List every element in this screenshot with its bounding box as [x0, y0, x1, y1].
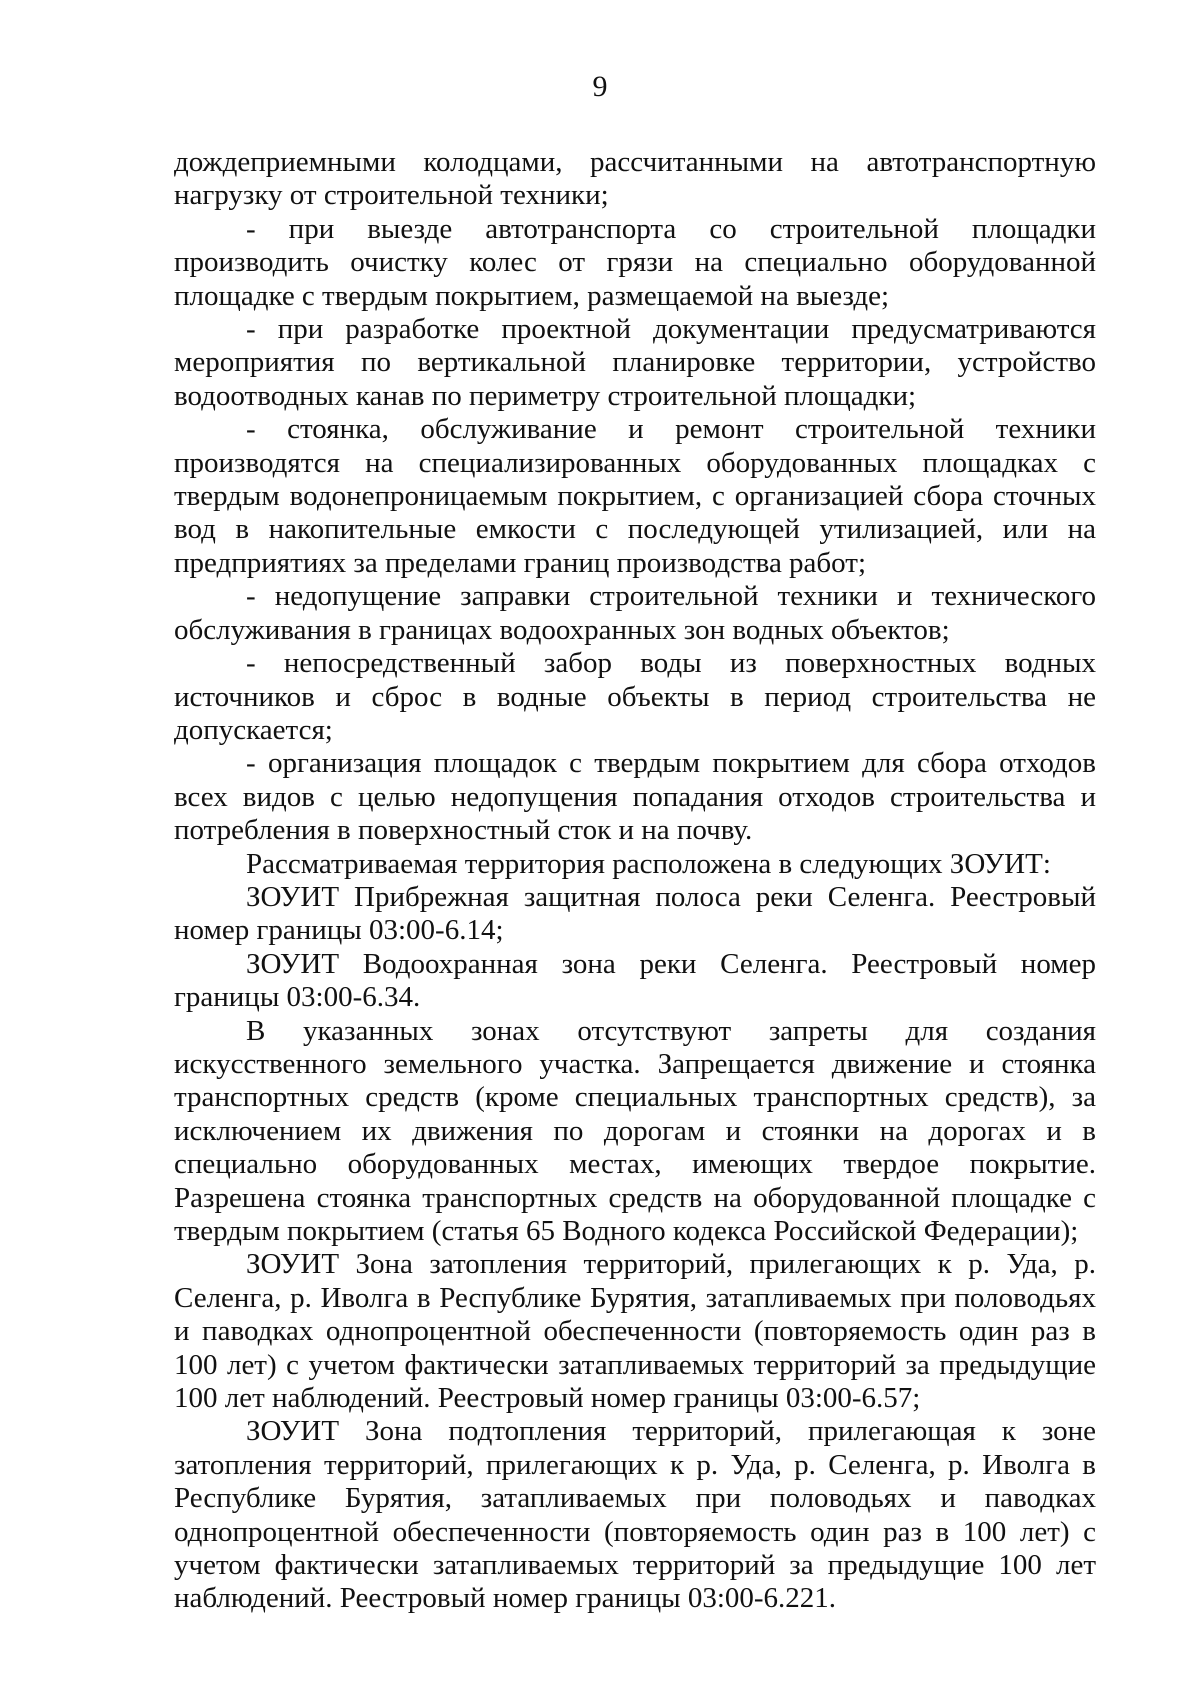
paragraph-13: ЗОУИТ Зона подтопления территорий, прилегающая к зоне затопления территорий, прилегающих к р. Уда, р. Селенга, р. Иволга в Республике Бурятия, затапливаемых при половодьях и паводках однопроцентной обеспеченности (повторяемость один раз в 100 лет) с учетом фактически затапливаемых территорий за предыдущие 100 лет наблюдений. Реестровый номер границы 03:00-6.221.: [174, 1415, 1096, 1615]
paragraph-6: - непосредственный забор воды из поверхностных водных источников и сброс в водные объекты в период строительства не допускается;: [174, 647, 1096, 746]
paragraph-5: - недопущение заправки строительной техники и технического обслуживания в границах водоохранных зон водных объектов;: [174, 580, 1096, 646]
paragraph-4: - стоянка, обслуживание и ремонт строительной техники производятся на специализированных оборудованных площадках с твердым водонепроницаемым покрытием, с организацией сбора сточных вод в накопительные емкости с последующей утилизацией, или на предприятиях за пределами границ производства работ;: [174, 413, 1096, 579]
paragraph-3: - при разработке проектной документации предусматриваются мероприятия по вертикальной планировке территории, устройство водоотводных канав по периметру строительной площадки;: [174, 313, 1096, 412]
paragraph-8: Рассматриваемая территория расположена в следующих ЗОУИТ:: [246, 847, 1051, 880]
document-body: [174, 146, 1096, 1616]
paragraph-1: дождеприемными колодцами, рассчитанными на автотранспортную нагрузку от строительной техники;: [174, 146, 1096, 212]
paragraph-2: - при выезде автотранспорта со строительной площадки производить очистку колес от грязи на специально оборудованной площадке с твердым покрытием, размещаемой на выезде;: [174, 212, 1096, 312]
paragraph-9: ЗОУИТ Прибрежная защитная полоса реки Селенга. Реестровый номер границы 03:00-6.14;: [174, 880, 1096, 947]
paragraph-7: - организация площадок с твердым покрытием для сбора отходов всех видов с целью недопущения попадания отходов строительства и потребления в поверхностный сток и на почву.: [174, 747, 1096, 847]
paragraph-10: ЗОУИТ Водоохранная зона реки Селенга. Реестровый номер границы 03:00-6.34.: [174, 947, 1096, 1014]
paragraph-12: ЗОУИТ Зона затопления территорий, прилегающих к р. Уда, р. Селенга, р. Иволга в Республике Бурятия, затапливаемых при половодьях и паводках однопроцентной обеспеченности (повторяемость один раз в 100 лет) с учетом фактически затапливаемых территорий за предыдущие 100 лет наблюдений. Реестровый номер границы 03:00-6.57;: [174, 1248, 1096, 1415]
paragraph-11: В указанных зонах отсутствуют запреты для создания искусственного земельного участка. Запрещается движение и стоянка транспортных средств (кроме специальных транспортных средств), за исключением их движения по дорогам и стоянки на дорогах и в специально оборудованных местах, имеющих твердое покрытие. Разрешена стоянка транспортных средств на оборудованной площадке с твердым покрытием (статья 65 Водного кодекса Российской Федерации);: [174, 1014, 1096, 1247]
page-number: 9: [592, 70, 608, 103]
